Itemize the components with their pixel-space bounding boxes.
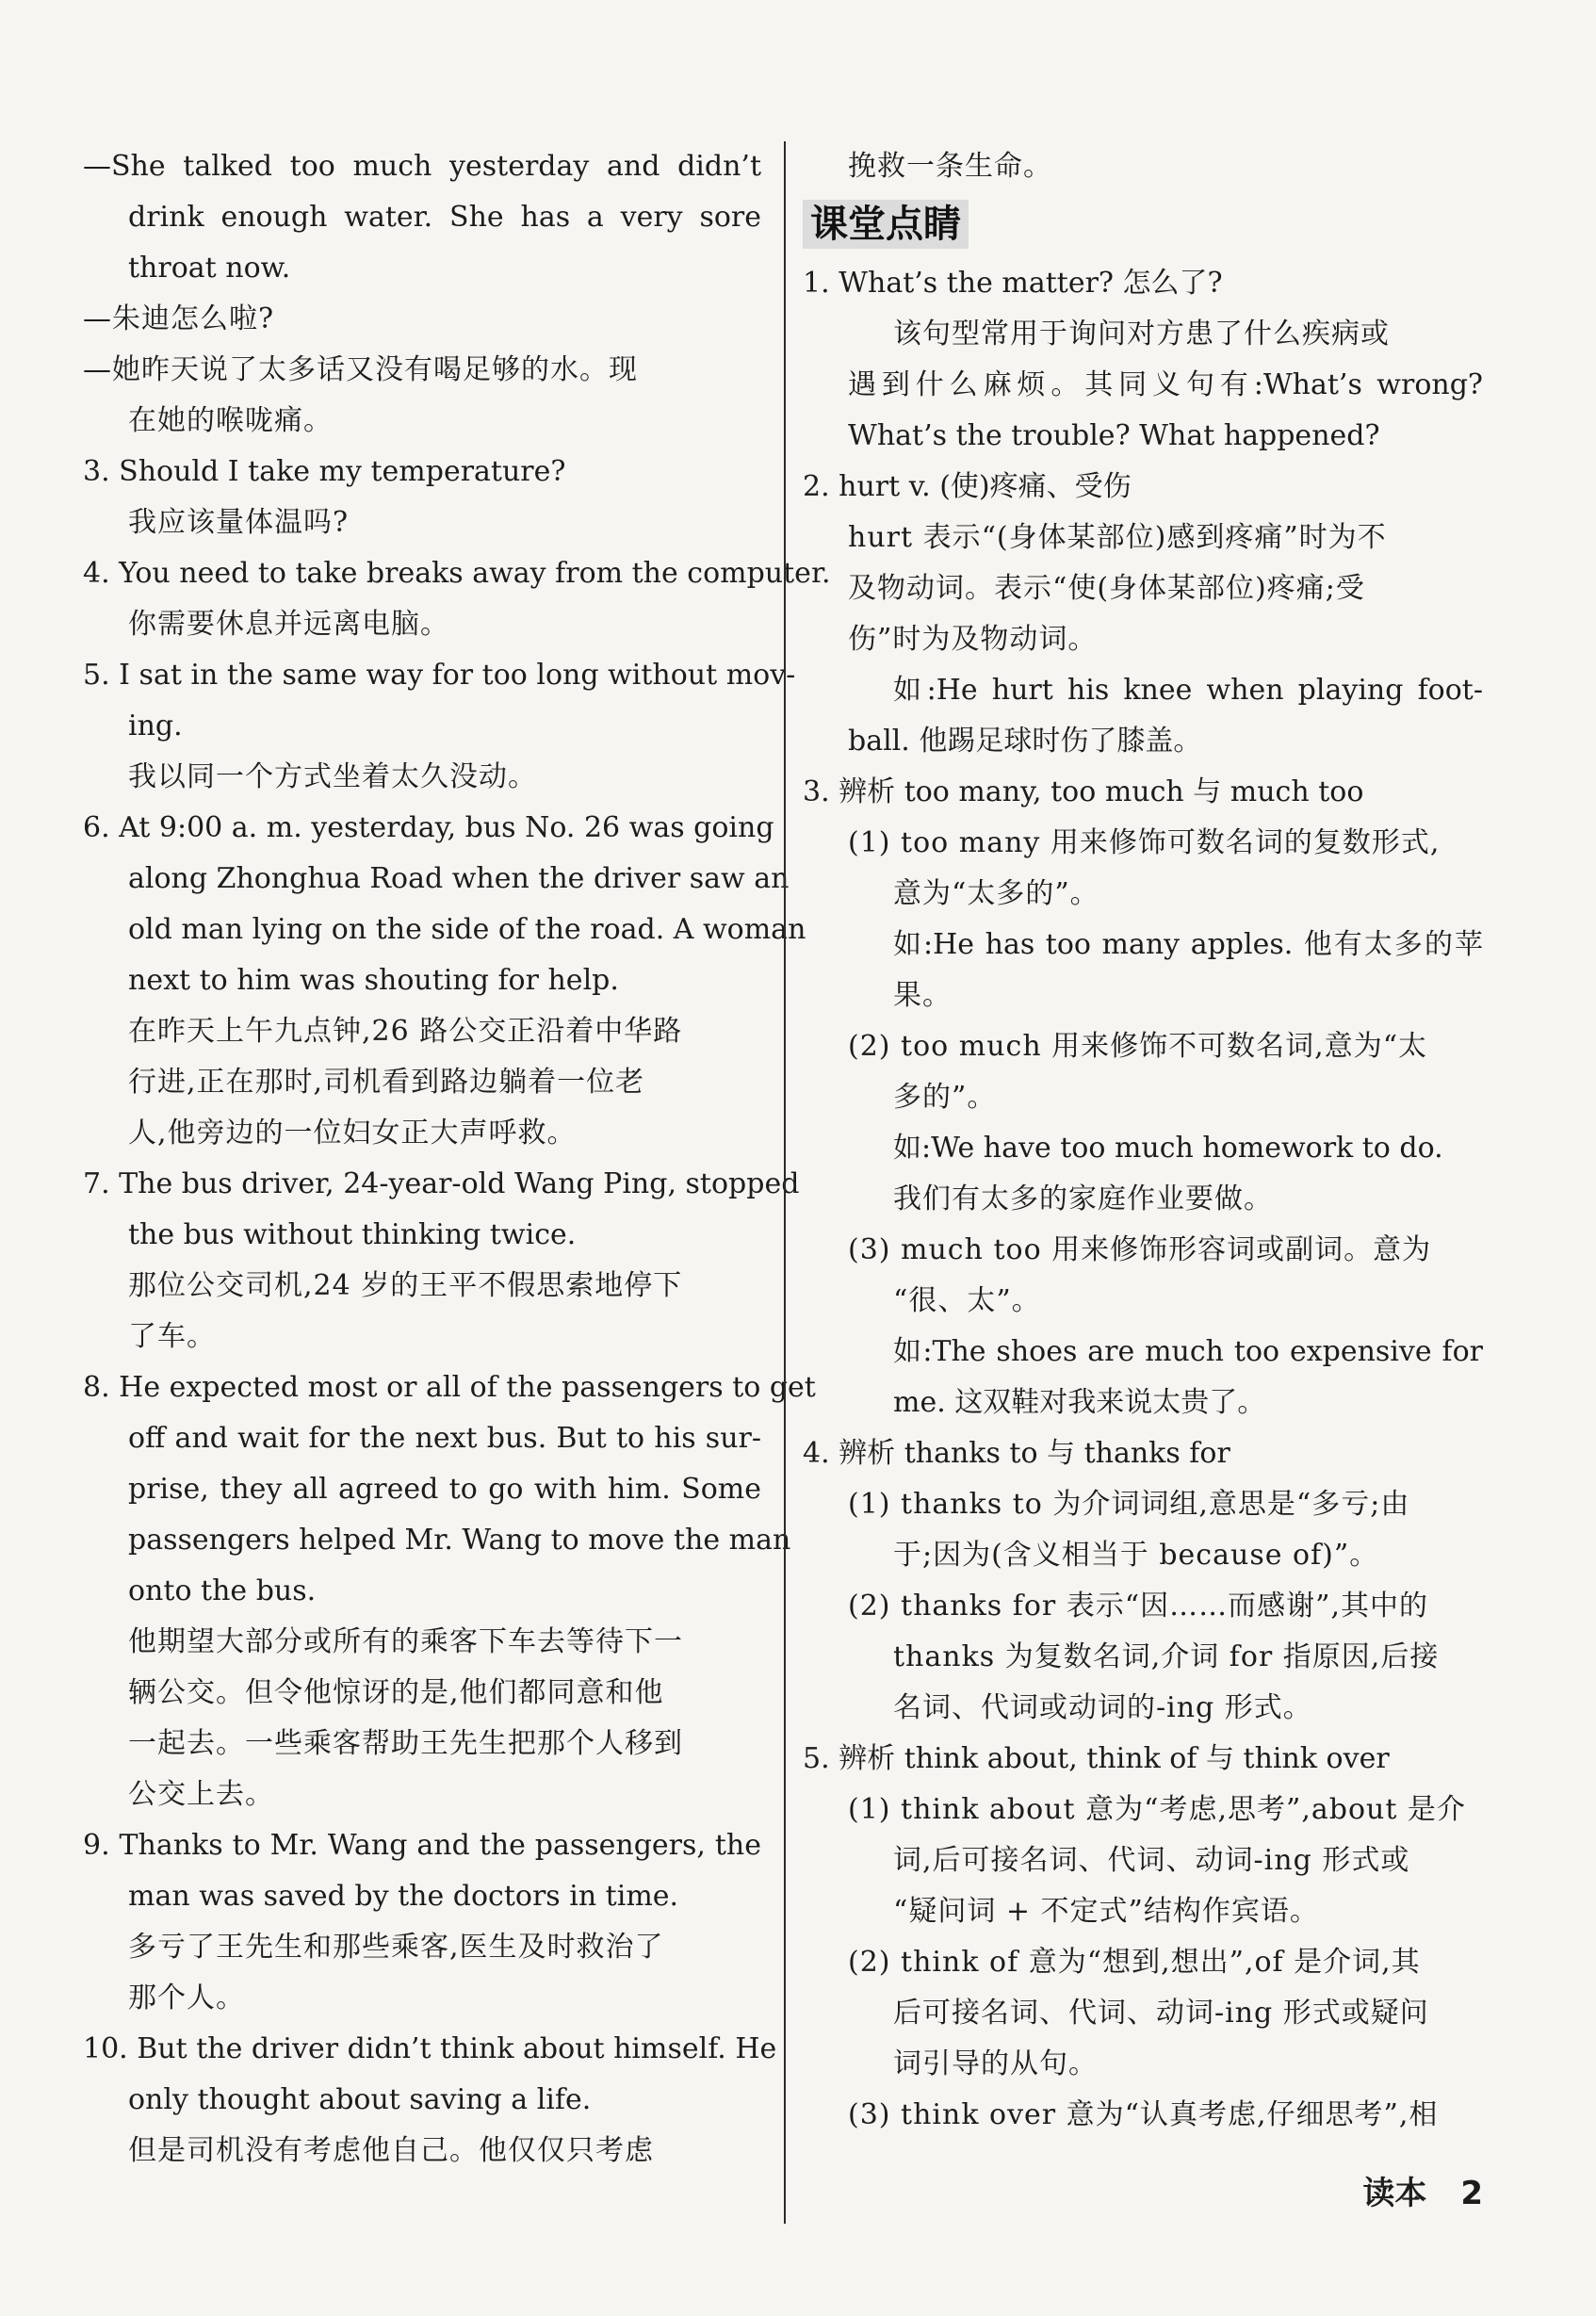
right-text-line: 5. 辨析 think about, think of 与 think over xyxy=(803,1742,1390,1775)
right-text-line: 遇到什么麻烦。其同义句有:What’s wrong? xyxy=(848,368,1483,401)
right-text-line: (3) think over 意为“认真考虑,仔细思考”,相 xyxy=(848,2098,1439,2131)
right-text-line: 词引导的从句。 xyxy=(893,2047,1098,2080)
left-text-line: 公交上去。 xyxy=(128,1778,274,1811)
left-text-line: only thought about saving a life. xyxy=(128,2083,592,2116)
left-text-line: passengers helped Mr. Wang to move the man xyxy=(128,1524,791,1557)
right-text-line: (2) too much 用来修饰不可数名词,意为“太 xyxy=(848,1030,1428,1063)
left-text-line: along Zhonghua Road when the driver saw an xyxy=(128,862,790,895)
left-text-line: drink enough water. She has a very sore xyxy=(128,201,761,234)
right-text-line: “疑问词 + 不定式”结构作宾语。 xyxy=(893,1895,1319,1928)
left-text-line: 3. Should I take my temperature? xyxy=(83,455,566,488)
left-text-line: onto the bus. xyxy=(128,1574,317,1607)
right-text-line: 如:We have too much homework to do. xyxy=(893,1132,1443,1165)
left-text-line: 那位公交司机,24 岁的王平不假思索地停下 xyxy=(128,1269,683,1302)
right-text-line: 2. hurt v. (使)疼痛、受伤 xyxy=(803,470,1132,503)
right-text-line: (1) too many 用来修饰可数名词的复数形式, xyxy=(848,826,1441,859)
left-text-line: 但是司机没有考虑他自己。他仅仅只考虑 xyxy=(128,2134,654,2167)
right-text-line: (2) thanks for 表示“因……而感谢”,其中的 xyxy=(848,1590,1428,1623)
left-text-line: man was saved by the doctors in time. xyxy=(128,1880,679,1913)
right-text-line: 多的”。 xyxy=(893,1081,997,1114)
right-text-line: (3) much too 用来修饰形容词或副词。意为 xyxy=(848,1233,1432,1266)
left-text-line: 4. You need to take breaks away from the computer. xyxy=(83,557,831,590)
right-text-line: 我们有太多的家庭作业要做。 xyxy=(893,1182,1273,1215)
left-text-line: —She talked too much yesterday and didn’t xyxy=(83,150,761,183)
right-text-line: (2) think of 意为“想到,想出”,of 是介词,其 xyxy=(848,1946,1421,1979)
right-text-line: 及物动词。表示“使(身体某部位)疼痛;受 xyxy=(848,572,1365,605)
right-text-line: 如:The shoes are much too expensive for xyxy=(893,1335,1483,1368)
column-divider xyxy=(784,141,786,2224)
left-text-line: —她昨天说了太多话又没有喝足够的水。现 xyxy=(83,353,638,386)
left-text-line: 我以同一个方式坐着太久没动。 xyxy=(128,760,537,793)
left-text-line: 一起去。一些乘客帮助王先生把那个人移到 xyxy=(128,1727,683,1760)
left-text-line: next to him was shouting for help. xyxy=(128,964,619,997)
left-text-line: 人,他旁边的一位妇女正大声呼救。 xyxy=(128,1117,577,1150)
left-text-line: 行进,正在那时,司机看到路边躺着一位老 xyxy=(128,1066,645,1099)
left-text-line: 在她的喉咙痛。 xyxy=(128,404,333,437)
right-text-line: 意为“太多的”。 xyxy=(893,877,1099,910)
right-text-line: “很、太”。 xyxy=(893,1284,1041,1317)
left-text-line: ing. xyxy=(128,709,183,742)
right-text-line: 如:He has too many apples. 他有太多的苹 xyxy=(893,928,1483,961)
right-text-line: 3. 辨析 too many, too much 与 much too xyxy=(803,775,1364,808)
right-text-line: 伤”时为及物动词。 xyxy=(848,623,1098,656)
left-text-line: 辆公交。但令他惊讶的是,他们都同意和他 xyxy=(128,1676,664,1709)
left-text-line: 多亏了王先生和那些乘客,医生及时救治了 xyxy=(128,1931,664,1964)
right-text-line: 词,后可接名词、代词、动词-ing 形式或 xyxy=(893,1844,1410,1877)
left-text-line: 我应该量体温吗? xyxy=(128,506,350,539)
left-text-line: 5. I sat in the same way for too long without mov- xyxy=(83,659,796,692)
left-text-line: off and wait for the next bus. But to his sur- xyxy=(128,1422,761,1455)
right-text-line: hurt 表示“(身体某部位)感到疼痛”时为不 xyxy=(848,521,1387,554)
right-text-line: ball. 他踢足球时伤了膝盖。 xyxy=(848,725,1202,758)
left-text-line: 8. He expected most or all of the passengers to get xyxy=(83,1371,816,1404)
left-column xyxy=(83,141,831,2177)
right-text-line: 果。 xyxy=(893,979,952,1012)
left-text-line: 了车。 xyxy=(128,1320,216,1353)
right-continuation: 挽救一条生命。 xyxy=(848,150,1052,183)
left-text-line: 他期望大部分或所有的乘客下车去等待下一 xyxy=(128,1625,683,1658)
left-text-line: 9. Thanks to Mr. Wang and the passengers, the xyxy=(83,1829,761,1862)
right-text-line: 该句型常用于询问对方患了什么疾病或 xyxy=(893,318,1390,351)
left-text-line: 那个人。 xyxy=(128,1982,245,2014)
left-text-line: 10. But the driver didn’t think about himself. He xyxy=(83,2032,777,2065)
right-text-line: me. 这双鞋对我来说太贵了。 xyxy=(893,1386,1266,1419)
right-text-line: (1) think about 意为“考虑,思考”,about 是介 xyxy=(848,1793,1466,1826)
left-text-line: 7. The bus driver, 24-year-old Wang Ping, stopped xyxy=(83,1167,800,1200)
left-text-line: 你需要休息并远离电脑。 xyxy=(128,608,449,641)
right-text-line: 后可接名词、代词、动词-ing 形式或疑问 xyxy=(893,1997,1429,2030)
right-column xyxy=(803,141,1483,2141)
right-text-line: 名词、代词或动词的-ing 形式。 xyxy=(893,1691,1312,1724)
right-text-line: 如:He hurt his knee when playing foot- xyxy=(893,674,1483,707)
right-text-line: 于;因为(含义相当于 because of)”。 xyxy=(893,1539,1379,1572)
section-title: 课堂点睛 xyxy=(803,200,969,249)
right-text-line: (1) thanks to 为介词词组,意思是“多亏;由 xyxy=(848,1488,1410,1521)
left-text-line: prise, they all agreed to go with him. Some xyxy=(128,1473,761,1506)
footer-label: 读本 xyxy=(1362,2175,1427,2212)
right-text-line: thanks 为复数名词,介词 for 指原因,后接 xyxy=(893,1640,1440,1673)
left-text-line: 6. At 9:00 a. m. yesterday, bus No. 26 was going xyxy=(83,811,774,844)
right-text-line: 1. What’s the matter? 怎么了? xyxy=(803,267,1223,300)
left-text-line: —朱迪怎么啦? xyxy=(83,302,275,335)
left-text-line: the bus without thinking twice. xyxy=(128,1218,577,1251)
right-text-line: 4. 辨析 thanks to 与 thanks for xyxy=(803,1437,1230,1470)
left-text-line: throat now. xyxy=(128,252,291,285)
right-text-line: What’s the trouble? What happened? xyxy=(848,419,1380,452)
page-footer xyxy=(1362,2167,1483,2213)
left-text-line: 在昨天上午九点钟,26 路公交正沿着中华路 xyxy=(128,1015,683,1048)
left-text-line: old man lying on the side of the road. A woman xyxy=(128,913,806,946)
page-number: 2 xyxy=(1460,2175,1483,2212)
